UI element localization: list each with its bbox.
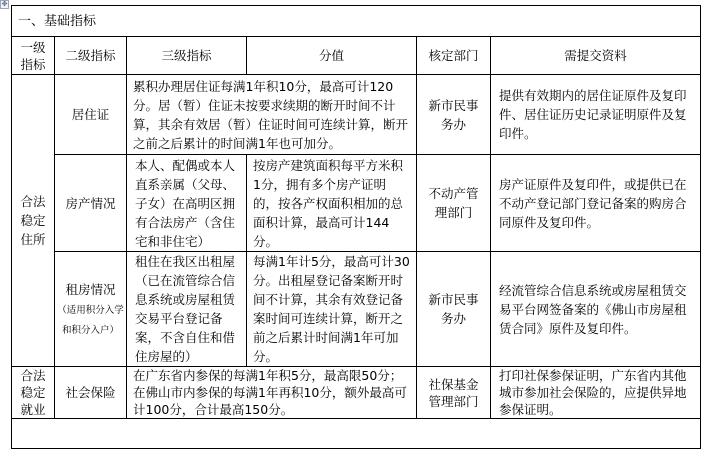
header-level1-line2: 指标: [20, 56, 46, 72]
header-level3: 三级指标: [127, 37, 247, 75]
materials-cell: 打印社保参保证明，广东省内其他城市参加社会保险的，应提供异地参保证明。: [491, 367, 701, 419]
level1-line: 就业: [20, 402, 46, 417]
level2-cell: 房产情况: [55, 155, 127, 252]
materials-cell: 经流管综合信息系统或房屋租赁交易平台网签备案的《佛山市房屋租赁合同》原件及复印件。: [491, 252, 701, 367]
score-cell: 每满1年计5分，最高可计30分。出租屋登记备案断开时间不计算，其余有效登记备案时间可连续计算，断开之前之后累计时间满1年可加分。: [247, 252, 417, 367]
table-row: [12, 252, 701, 367]
level3-cell: 本人、配偶或本人直系亲属（父母、子女）在高明区拥有合法房产（含住宅和非住宅）: [127, 155, 247, 252]
department-cell: 新市民事务办: [417, 75, 491, 155]
level1-line: 稳定: [20, 213, 46, 228]
materials-cell: 提供有效期内的居住证原件及复印件、居住证历史记录证明原件及复印件。: [491, 75, 701, 155]
points-criteria-table: [11, 5, 701, 449]
header-level2: 二级指标: [55, 37, 127, 75]
score-cell: 按房产建筑面积每平方米积1分，拥有多个房产证明的，按各产权面积相加的总面积计算，最高可计144分。: [247, 155, 417, 252]
header-materials: 需提交资料: [491, 37, 701, 75]
header-level1: [12, 37, 55, 75]
level3-cell: 租住在我区出租屋（已在流管综合信息系统或房屋租赁交易平台登记备案，不含自住和借住房屋的）: [127, 252, 247, 367]
header-department: 核定部门: [417, 37, 491, 75]
level2-cell-rental: [55, 252, 127, 367]
score-cell: 在广东省内参保的每满1年积5分，最高限50分；在佛山市内参保的每满1年再积10分，额外最高可计100分，合计最高150分。: [127, 367, 417, 419]
level1-line: 稳定: [20, 385, 46, 400]
level1-employment: [12, 367, 55, 419]
header-level1-line1: 一级: [20, 39, 46, 55]
header-score: 分值: [247, 37, 417, 75]
level2-label: 租房情况: [65, 281, 116, 297]
level1-residence: [12, 75, 55, 367]
department-cell: 新市民事务办: [417, 252, 491, 367]
level1-line: 合法: [20, 194, 46, 209]
score-cell: 累积办理居住证每满1年积10分，最高可计120分。居（暂）住证未按要求续期的断开时间不计算，其余有效居（暂）住证时间可连续计算，断开之前之后累计的时间满1年也可加分。: [127, 75, 417, 155]
table-row: [12, 367, 701, 419]
materials-cell: 房产证原件及复印件，或提供已在不动产登记部门登记备案的购房合同原件及复印件。: [491, 155, 701, 252]
section-title: 一、基础指标: [12, 6, 701, 37]
department-cell: 不动产管理部门: [417, 155, 491, 252]
level2-note: （适用积分入学和积分入户）: [57, 304, 124, 336]
level1-line: 住所: [20, 232, 46, 247]
table-anchor-icon[interactable]: ✥: [1, 0, 8, 8]
table-row: [12, 75, 701, 155]
level1-line: 合法: [20, 368, 46, 383]
header-row: [12, 37, 701, 75]
level2-cell: 居住证: [55, 75, 127, 155]
table-row: [12, 155, 701, 252]
level2-cell: 社会保险: [55, 367, 127, 419]
department-cell: 社保基金管理部门: [417, 367, 491, 419]
